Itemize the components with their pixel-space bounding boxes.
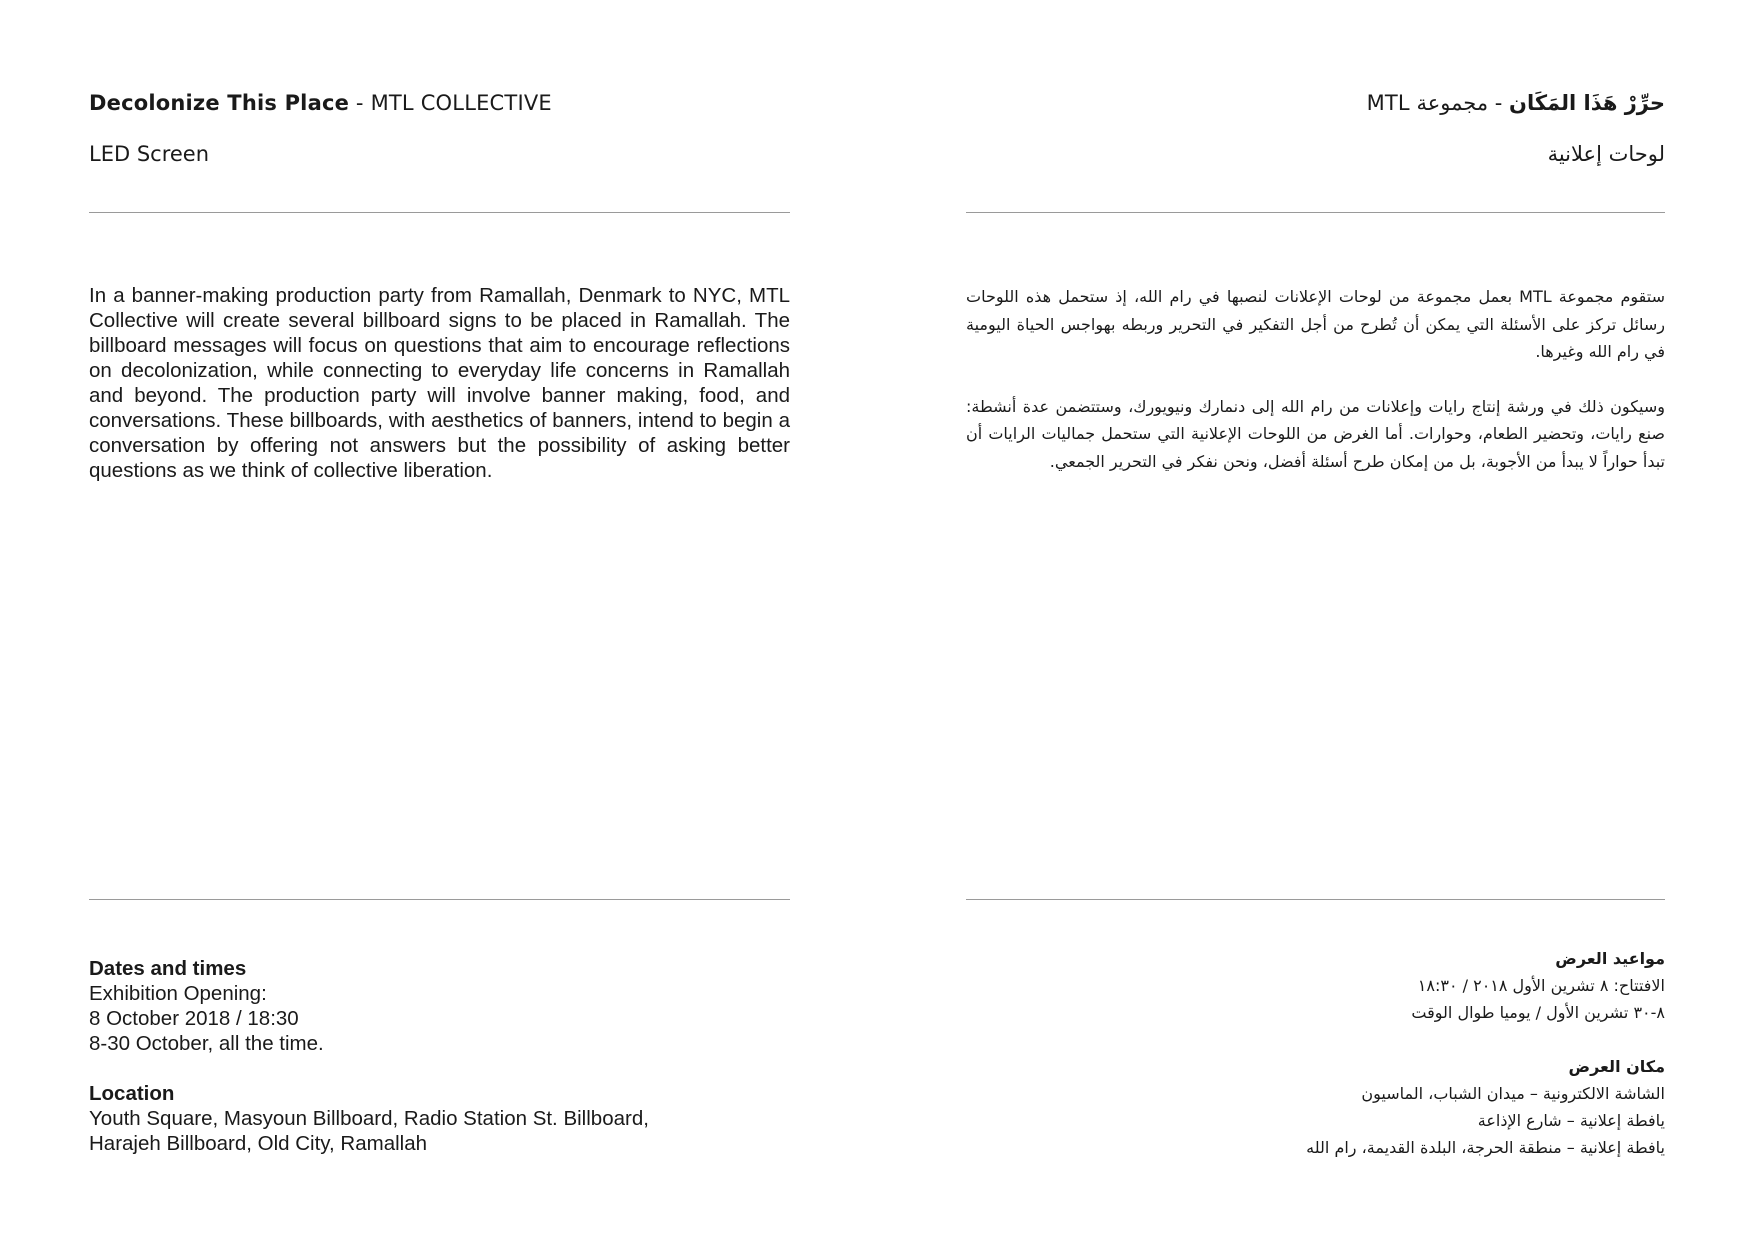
arabic-title-bold: حرِّرْ هَذَا المَكَان	[1509, 91, 1665, 115]
english-location-heading: Location	[89, 1082, 175, 1105]
arabic-paragraph: وسيكون ذلك في ورشة إنتاج رايات وإعلانات من رام الله إلى دنمارك ونيويورك، وستتضمن عدة أنشطة: صنع رايات، وتحضير الطعام، وحوارات. أما الغرض من اللوحات الإعلانية التي ستحمل جماليات الرايات أن تبدأ حواراً لا يبدأ من الأجوبة، بل من إمكان طرح أسئلة أفضل، ونحن نفكر في التحرير الجمعي.	[966, 396, 1665, 471]
english-dates-heading: Dates and times	[89, 957, 247, 980]
arabic-dates-block	[966, 945, 1665, 1026]
arabic-dates-heading: مواعيد العرض	[1555, 949, 1665, 968]
arabic-location-line: يافطة إعلانية – منطقة الحرجة، البلدة القديمة، رام الله	[1306, 1138, 1665, 1157]
arabic-dates-line: ٨-٣٠ تشرين الأول / يوميا طوال الوقت	[1411, 1003, 1665, 1022]
english-title-rest: - MTL COLLECTIVE	[349, 91, 552, 115]
english-title	[89, 88, 790, 118]
english-location-line: Youth Square, Masyoun Billboard, Radio Station St. Billboard,	[89, 1107, 649, 1130]
arabic-subtitle: لوحات إعلانية	[1547, 142, 1665, 166]
english-column	[89, 0, 790, 1240]
arabic-body-text	[966, 283, 1665, 475]
arabic-location-heading: مكان العرض	[1568, 1057, 1665, 1076]
arabic-paragraph: ستقوم مجموعة MTL بعمل مجموعة من لوحات الإعلانات لنصبها في رام الله، إذ ستحمل هذه اللوحات رسائل تركز على الأسئلة التي يمكن أن تُطرح من أجل التفكير في التحرير وربطه بهواجس الحياة اليومية في رام الله وغيرها.	[966, 287, 1665, 361]
english-top-divider	[89, 212, 790, 213]
arabic-bottom-divider	[966, 899, 1665, 900]
arabic-location-line: يافطة إعلانية – شارع الإذاعة	[1477, 1111, 1665, 1130]
english-info	[89, 956, 790, 1156]
english-dates-line: Exhibition Opening:	[89, 982, 267, 1005]
arabic-location-line: الشاشة الالكترونية – ميدان الشباب، الماسيون	[1361, 1084, 1665, 1103]
english-location-block	[89, 1081, 790, 1156]
english-dates-line: 8 October 2018 / 18:30	[89, 1007, 299, 1030]
arabic-dates-line: الافتتاح: ٨ تشرين الأول ٢٠١٨ / ١٨:٣٠	[1417, 976, 1665, 995]
arabic-location-block	[966, 1053, 1665, 1161]
arabic-column	[966, 0, 1665, 1240]
english-bottom-divider	[89, 899, 790, 900]
english-dates-block	[89, 956, 790, 1056]
english-title-bold: Decolonize This Place	[89, 91, 350, 115]
arabic-info	[966, 945, 1665, 1161]
english-dates-line: 8-30 October, all the time.	[89, 1032, 324, 1055]
english-location-line: Harajeh Billboard, Old City, Ramallah	[89, 1132, 428, 1155]
arabic-title-rest: - مجموعة MTL	[1366, 91, 1510, 115]
english-subtitle: LED Screen	[89, 142, 210, 166]
arabic-top-divider	[966, 212, 1665, 213]
english-body-text: In a banner-making production party from Ramallah, Denmark to NYC, MTL Collective will create several billboard signs to be placed in Ramallah. The billboard messages will focus on questions that aim to encourage reflections on decolonization, while connecting to everyday life concerns in Ramallah and beyond. The production party will involve banner making, food, and conversations. These billboards, with aesthetics of banners, intend to begin a conversation by offering not answers but the possibility of asking better questions as we think of collective liberation.	[89, 284, 790, 482]
arabic-title	[966, 88, 1665, 118]
